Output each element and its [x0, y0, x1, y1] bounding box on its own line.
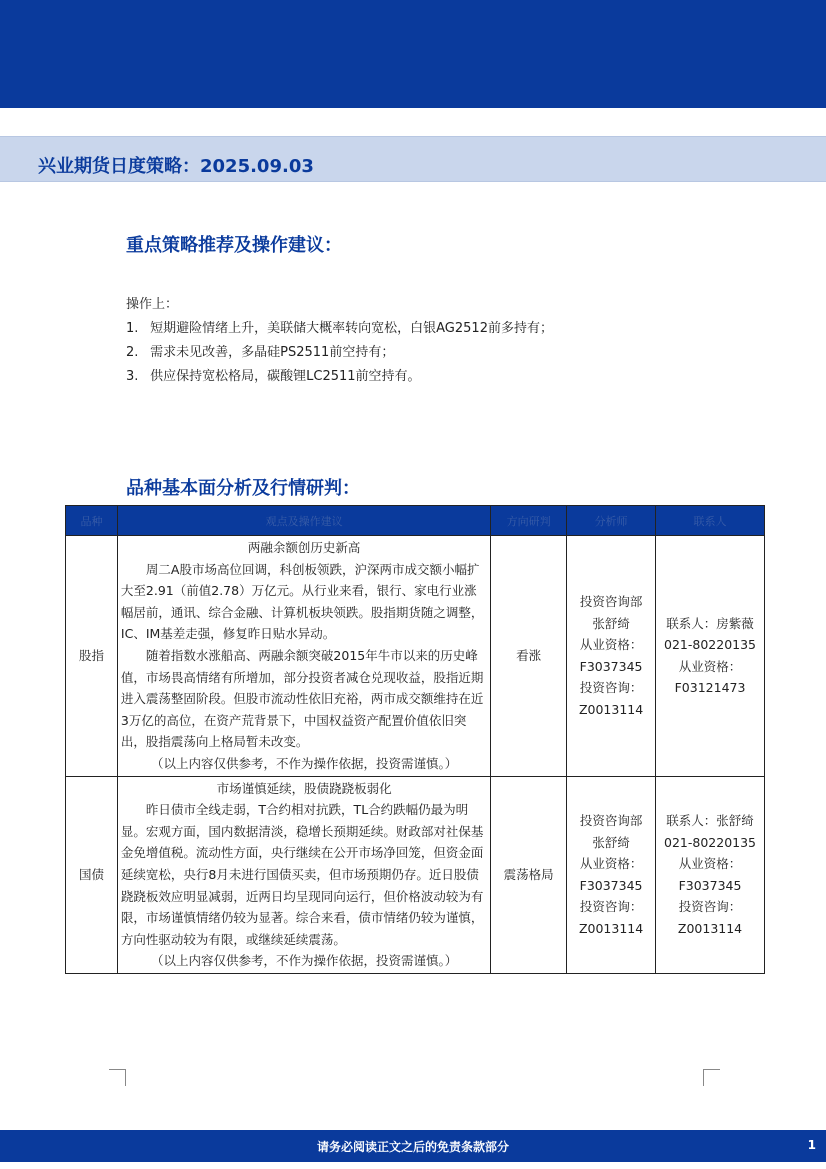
analysis-title: 市场谨慎延续，股债跷跷板弱化 — [216, 780, 392, 796]
analyst-line: 投资咨询部 — [579, 593, 643, 609]
contact-line: 联系人：房紫薇 — [666, 615, 754, 631]
footer-disclaimer: 请务必阅读正文之后的免责条款部分 — [316, 1140, 509, 1154]
page-number: 1 — [807, 1138, 816, 1152]
contact-line: 021-80220135 — [664, 834, 757, 850]
page-title: 兴业期货日度策略：2025.09.03 — [38, 156, 314, 177]
column-header: 品种 — [66, 506, 118, 536]
contact-line: F03121473 — [674, 680, 746, 696]
analyst-line: Z0013114 — [578, 920, 644, 936]
column-header: 方向研判 — [491, 506, 567, 536]
contact-line: 从业资格： — [678, 856, 742, 872]
crop-mark-right — [703, 1069, 720, 1086]
analyst-line: F3037345 — [579, 877, 643, 893]
product-name: 国债 — [66, 776, 118, 973]
disclaimer-note: （以上内容仅供参考，不作为操作依据，投资需谨慎。） — [150, 755, 458, 771]
analysis-paragraph: 周二A股市场高位回调，科创板领跌，沪深两市成交额小幅扩大至2.91（前值2.78）万亿元。从行业来看，银行、家电行业涨幅居前，通讯、综合金融、计算机板块领跌。股指期货随之调整，IC、IM基差走强，修复昨日贴水异动。 — [120, 561, 484, 642]
strategy-item — [126, 317, 553, 341]
strategy-item-text: 供应保持宽松格局，碳酸锂LC2511前空持有。 — [150, 369, 421, 384]
analyst-line: 投资咨询部 — [579, 812, 643, 828]
title-bar — [0, 136, 826, 182]
analysis-cell — [117, 536, 490, 777]
analysis-heading: 品种基本面分析及行情研判： — [126, 478, 360, 499]
strategy-item-number: 3. — [126, 369, 139, 384]
analyst-line: 张舒绮 — [592, 834, 630, 850]
analysis-paragraph: 昨日债市全线走弱，T合约相对抗跌，TL合约跌幅仍最为明显。宏观方面，国内数据清淡，稳增长预期延续。财政部对社保基金免增值税。流动性方面，央行继续在公开市场净回笼，但资金面延续宽松，央行8月未进行国债买卖，但市场预期仍存。近日股债跷跷板效应明显减弱，近两日均呈现同向运行，但价格波动较为有限，市场谨慎情绪仍较为显著。综合来看，债市情绪仍较为谨慎，方向性驱动较为有限，或继续延续震荡。 — [120, 802, 484, 947]
strategy-heading: 重点策略推荐及操作建议： — [126, 235, 342, 256]
column-header: 分析师 — [567, 506, 656, 536]
analyst-line: 从业资格： — [579, 637, 643, 653]
analysis-paragraph: 随着指数水涨船高、两融余额突破2015年牛市以来的历史峰值，市场畏高情绪有所增加，部分投资者减仓兑现收益，股指近期进入震荡整固阶段。但股市流动性依旧充裕，两市成交额维持在近3万亿的高位，在资产荒背景下，中国权益资产配置价值依旧突出，股指震荡向上格局暂未改变。 — [120, 647, 484, 750]
header-band — [0, 0, 826, 108]
analysis-title: 两融余额创历史新高 — [247, 540, 361, 555]
footer-band — [0, 1130, 826, 1162]
strategy-intro: 操作上： — [126, 297, 179, 312]
direction-value: 看涨 — [491, 536, 567, 777]
strategy-list — [126, 293, 553, 389]
analyst-line: 投资咨询： — [579, 899, 643, 915]
direction-value: 震荡格局 — [491, 776, 567, 973]
crop-mark-left — [109, 1069, 126, 1086]
contact-line: F3037345 — [678, 877, 742, 893]
analysis-cell — [117, 776, 490, 973]
analysis-table — [65, 505, 765, 974]
contact-line: 021-80220135 — [664, 637, 757, 653]
contact-cell — [656, 776, 765, 973]
contact-line: 投资咨询： — [678, 899, 742, 915]
product-name: 股指 — [66, 536, 118, 777]
strategy-item — [126, 365, 553, 389]
analyst-line: 张舒绮 — [592, 615, 630, 631]
disclaimer-note: （以上内容仅供参考，不作为操作依据，投资需谨慎。） — [150, 953, 458, 969]
strategy-item-text: 需求未见改善，多晶硅PS2511前空持有； — [150, 345, 395, 360]
analyst-line: F3037345 — [579, 658, 643, 674]
contact-line: 从业资格： — [678, 658, 742, 674]
strategy-item-text: 短期避险情绪上升，美联储大概率转向宽松，白银AG2512前多持有； — [150, 321, 553, 336]
contact-cell — [656, 536, 765, 777]
analyst-cell — [567, 776, 656, 973]
analyst-line: Z0013114 — [578, 701, 644, 717]
contact-line: 联系人：张舒绮 — [666, 812, 754, 828]
table-row — [66, 776, 765, 973]
table-row — [66, 536, 765, 777]
strategy-item — [126, 341, 553, 365]
analyst-line: 投资咨询： — [579, 680, 643, 696]
strategy-item-number: 2. — [126, 345, 139, 360]
table-header-row — [66, 506, 765, 536]
analyst-line: 从业资格： — [579, 856, 643, 872]
strategy-item-number: 1. — [126, 321, 139, 336]
analyst-cell — [567, 536, 656, 777]
column-header: 联系人 — [656, 506, 765, 536]
contact-line: Z0013114 — [677, 920, 743, 936]
column-header: 观点及操作建议 — [117, 506, 490, 536]
